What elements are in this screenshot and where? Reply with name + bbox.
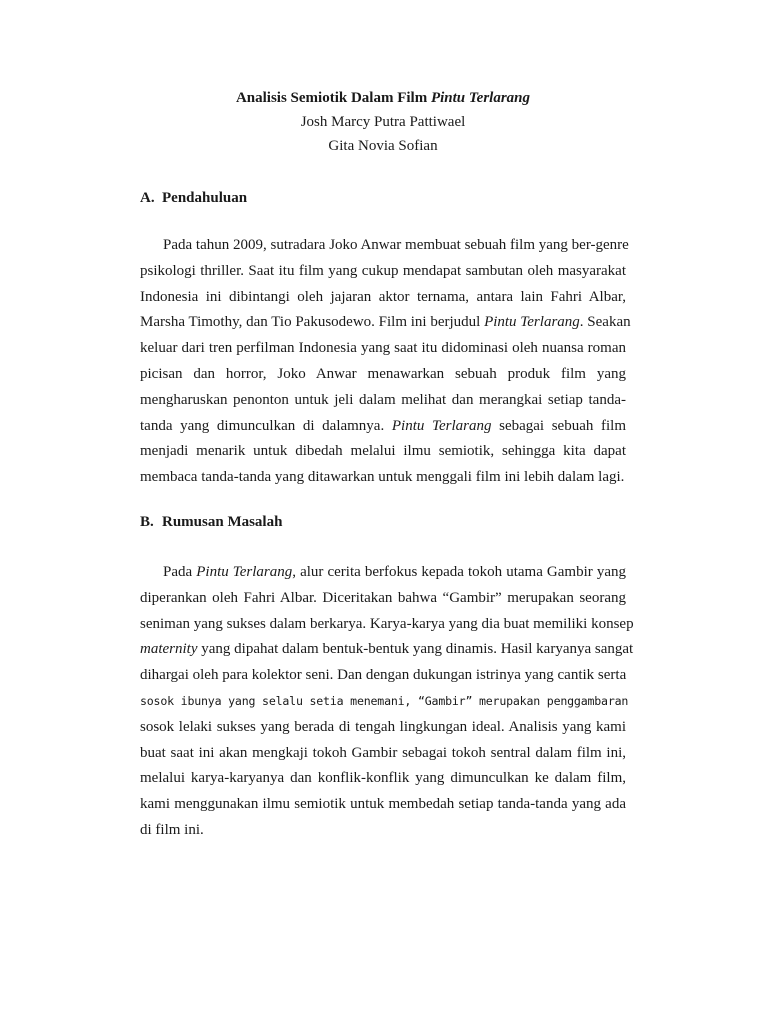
document-title bbox=[140, 86, 626, 110]
line-text: tanda yang dimunculkan di dalamnya. bbox=[140, 417, 392, 434]
film-title-italic: Pintu Terlarang bbox=[196, 564, 293, 580]
title-film-name: Pintu Terlarang bbox=[430, 90, 531, 106]
line-text: , alur cerita berfokus kepada tokoh utama Gambir yang bbox=[292, 564, 626, 580]
paragraph-line bbox=[140, 637, 634, 663]
line-text: Marsha Timothy, dan Tio Pakusodewo. Film ini berjudul bbox=[140, 314, 485, 331]
paragraph-line: keluar dari tren perfilman Indonesia yang saat itu didominasi oleh nuansa roman bbox=[140, 340, 626, 357]
line-text: . Seakan bbox=[579, 314, 631, 331]
paragraph-line: di film ini. bbox=[140, 821, 204, 838]
author-name-2: Gita Novia Sofian bbox=[328, 138, 438, 154]
line-text: Pada bbox=[163, 564, 197, 580]
film-title-italic: Pintu Terlarang bbox=[391, 417, 492, 434]
section-b-heading bbox=[140, 510, 282, 534]
paragraph-line: Indonesia ini dibintangi oleh jajaran aktor ternama, antara lain Fahri Albar, bbox=[140, 288, 626, 305]
paragraph-line: dihargai oleh para kolektor seni. Dan dengan dukungan istrinya yang cantik serta bbox=[140, 667, 627, 684]
paragraph-line: menjadi menarik untuk dibedah melalui ilmu semiotik, sehingga kita dapat bbox=[140, 443, 626, 460]
paragraph-line: sosok ibunya yang selalu setia menemani, “Gambir” merupakan penggambaran bbox=[140, 693, 629, 708]
section-b-title: Rumusan Masalah bbox=[162, 514, 283, 530]
section-a-heading bbox=[140, 186, 247, 210]
paragraph-line: melalui karya-karyanya dan konflik-konflik yang dimunculkan ke dalam film, bbox=[140, 770, 626, 787]
section-a-number: A. bbox=[140, 190, 155, 206]
paragraph-line: picisan dan horror, Joko Anwar menawarkan sebuah produk film yang bbox=[140, 365, 626, 382]
film-title-italic: Pintu Terlarang bbox=[484, 314, 580, 331]
section-b-number: B. bbox=[140, 514, 154, 530]
line-text: yang dipahat dalam bentuk-bentuk yang dinamis. Hasil karyanya sangat bbox=[197, 641, 634, 658]
paragraph-line: psikologi thriller. Saat itu film yang cukup mendapat sambutan oleh masyarakat bbox=[140, 262, 626, 279]
section-b-paragraph bbox=[140, 560, 634, 844]
title-text: Analisis Semiotik Dalam Film bbox=[235, 90, 431, 106]
paragraph-line: kami menggunakan ilmu semiotik untuk membedah setiap tanda-tanda yang ada bbox=[140, 796, 626, 813]
paragraph-line: diperankan oleh Fahri Albar. Diceritakan bahwa “Gambir” merupakan seorang bbox=[140, 589, 626, 606]
paragraph-line: membaca tanda-tanda yang ditawarkan untuk menggali film ini lebih dalam lagi. bbox=[140, 469, 625, 486]
paragraph-line: Pada tahun 2009, sutradara Joko Anwar membuat sebuah film yang ber-genre bbox=[163, 237, 629, 253]
maternity-italic: maternity bbox=[140, 641, 198, 658]
paragraph-line bbox=[140, 560, 626, 586]
paragraph-line: seniman yang sukses dalam berkarya. Karya-karya yang dia buat memiliki konsep bbox=[140, 615, 634, 632]
section-a-title: Pendahuluan bbox=[162, 190, 248, 206]
paragraph-line: sosok lelaki sukses yang berada di tengah lingkungan ideal. Analisis yang kami bbox=[140, 718, 626, 735]
paragraph-line bbox=[140, 310, 631, 336]
paragraph-line bbox=[140, 414, 626, 440]
section-a-paragraph bbox=[140, 233, 631, 491]
author-name-1: Josh Marcy Putra Pattiwael bbox=[300, 114, 466, 130]
paragraph-line: buat saat ini akan mengkaji tokoh Gambir sebagai tokoh sentral dalam film ini, bbox=[140, 744, 626, 761]
line-text: sebagai sebuah film bbox=[491, 417, 626, 434]
paragraph-line: mengharuskan penonton untuk jeli dalam melihat dan merangkai setiap tanda- bbox=[140, 391, 626, 408]
